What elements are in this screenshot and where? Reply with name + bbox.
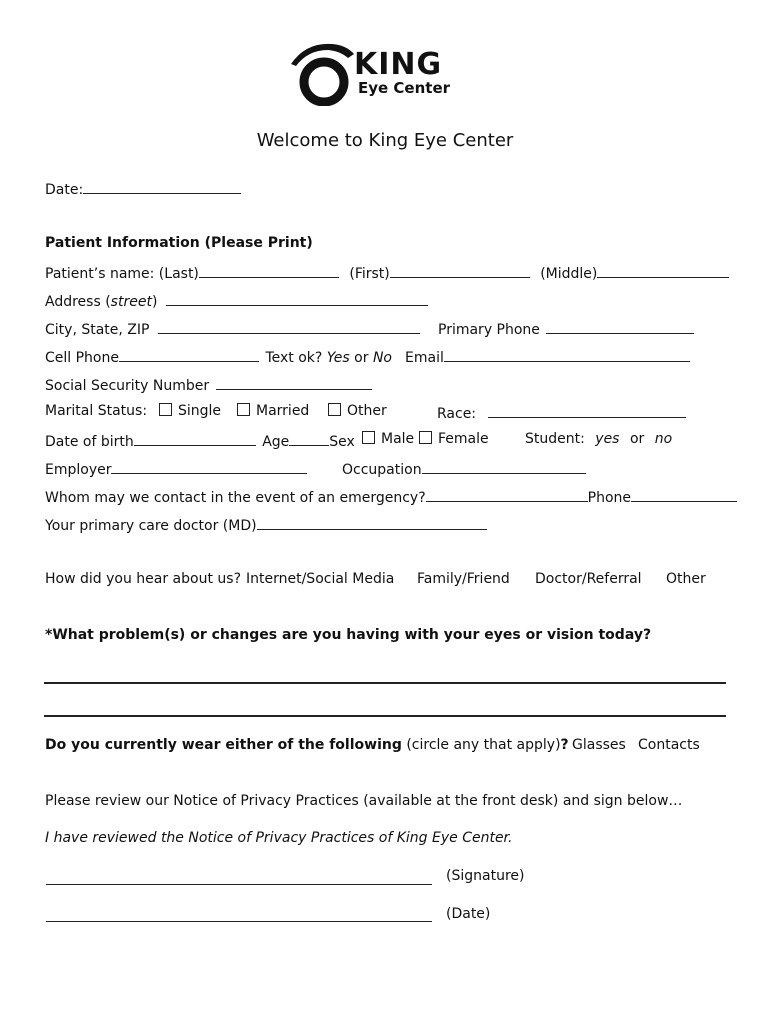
single-checkbox[interactable] — [159, 403, 172, 416]
email-row — [405, 347, 690, 366]
privacy-statement: I have reviewed the Notice of Privacy Practices of King Eye Center. — [45, 830, 513, 846]
marital-married[interactable] — [237, 403, 309, 419]
female-checkbox[interactable] — [419, 431, 432, 444]
wear-question-paren: (circle any that apply) — [406, 737, 561, 753]
primary-phone-row — [438, 319, 694, 338]
race-label: Race: — [437, 406, 477, 422]
occupation-field[interactable] — [422, 459, 586, 474]
student-row — [525, 431, 672, 447]
text-ok-no[interactable]: No — [372, 350, 392, 366]
sex-male[interactable] — [362, 431, 414, 447]
emergency-phone-label: Phone — [587, 490, 632, 506]
logo-subtitle: Eye Center — [358, 79, 451, 97]
last-name-label: Patient’s name: (Last) — [45, 266, 199, 282]
marital-single[interactable] — [159, 403, 221, 419]
logo — [288, 40, 458, 106]
problem-answer-line-1[interactable] — [44, 682, 726, 684]
doctor-field[interactable] — [257, 515, 487, 530]
logo-word: KING — [354, 47, 443, 82]
doctor-label: Your primary care doctor (MD) — [45, 518, 257, 534]
occupation-row — [342, 459, 586, 478]
emergency-phone-field[interactable] — [631, 487, 737, 502]
race-row — [437, 403, 686, 422]
single-label: Single — [178, 403, 222, 419]
date-field[interactable] — [83, 179, 241, 194]
address-row — [45, 291, 428, 310]
cell-phone-label: Cell Phone — [45, 350, 119, 366]
emergency-contact-field[interactable] — [426, 487, 588, 502]
wear-question-mark: ? — [560, 737, 569, 753]
text-ok-label: Text ok? — [265, 350, 323, 366]
wear-question — [45, 737, 569, 753]
wear-option-contacts[interactable]: Contacts — [638, 737, 700, 753]
employer-field[interactable] — [111, 459, 307, 474]
wear-option-glasses[interactable]: Glasses — [572, 737, 626, 753]
sex-female[interactable] — [419, 431, 489, 447]
student-label: Student: — [525, 431, 585, 447]
last-name-field[interactable] — [199, 263, 339, 278]
ssn-field[interactable] — [216, 375, 372, 390]
primary-phone-field[interactable] — [546, 319, 694, 334]
hear-about-question: How did you hear about us? — [45, 571, 241, 587]
privacy-notice: Please review our Notice of Privacy Practices (available at the front desk) and sign below… — [45, 793, 683, 809]
dob-field[interactable] — [134, 431, 256, 446]
dob-label: Date of birth — [45, 434, 134, 450]
email-label: Email — [405, 350, 444, 366]
address-label-close: ) — [151, 294, 158, 310]
city-row — [45, 319, 420, 338]
age-label: Age — [262, 434, 290, 450]
male-label: Male — [381, 431, 415, 447]
female-label: Female — [438, 431, 489, 447]
wear-question-bold: Do you currently wear either of the following — [45, 737, 402, 753]
address-field[interactable] — [166, 291, 428, 306]
page-title: Welcome to King Eye Center — [256, 130, 514, 151]
first-name-field[interactable] — [390, 263, 530, 278]
problem-answer-line-2[interactable] — [44, 715, 726, 717]
eye-logo-icon — [288, 40, 358, 106]
name-row — [45, 263, 729, 282]
dob-row — [45, 431, 355, 450]
ssn-label: Social Security Number — [45, 378, 210, 394]
problem-question: *What problem(s) or changes are you having with your eyes or vision today? — [45, 627, 652, 643]
marital-status-row — [45, 403, 147, 419]
date-row — [45, 179, 241, 198]
occupation-label: Occupation — [342, 462, 422, 478]
employer-label: Employer — [45, 462, 112, 478]
section-heading: Patient Information (Please Print) — [45, 235, 313, 251]
middle-name-field[interactable] — [597, 263, 729, 278]
marital-other[interactable] — [328, 403, 387, 419]
sex-label: Sex — [329, 434, 355, 450]
sign-date-label: (Date) — [446, 906, 491, 922]
race-field[interactable] — [488, 403, 686, 418]
other-label: Other — [347, 403, 387, 419]
hear-option-internet[interactable]: Internet/Social Media — [246, 571, 395, 587]
city-state-zip-label: City, State, ZIP — [45, 322, 150, 338]
cell-phone-row — [45, 347, 392, 366]
sign-date-field[interactable] — [46, 921, 432, 922]
marital-status-label: Marital Status: — [45, 403, 148, 419]
student-yes[interactable]: yes — [595, 431, 620, 447]
text-ok-yes[interactable]: Yes — [326, 350, 350, 366]
other-checkbox[interactable] — [328, 403, 341, 416]
student-no[interactable]: no — [654, 431, 673, 447]
primary-phone-label: Primary Phone — [438, 322, 540, 338]
signature-field[interactable] — [46, 884, 432, 885]
doctor-row — [45, 515, 487, 534]
email-field[interactable] — [444, 347, 690, 362]
hear-option-family[interactable]: Family/Friend — [417, 571, 510, 587]
date-label: Date: — [45, 182, 84, 198]
text-ok-or: or — [354, 350, 369, 366]
male-checkbox[interactable] — [362, 431, 375, 444]
employer-row — [45, 459, 307, 478]
emergency-row — [45, 487, 737, 506]
ssn-row — [45, 375, 372, 394]
signature-label: (Signature) — [446, 868, 525, 884]
age-field[interactable] — [289, 431, 329, 446]
student-or: or — [629, 431, 645, 447]
first-name-label: (First) — [349, 266, 390, 282]
married-checkbox[interactable] — [237, 403, 250, 416]
hear-option-other[interactable]: Other — [666, 571, 706, 587]
cell-phone-field[interactable] — [119, 347, 259, 362]
emergency-label: Whom may we contact in the event of an emergency? — [45, 490, 426, 506]
city-state-zip-field[interactable] — [158, 319, 420, 334]
middle-name-label: (Middle) — [540, 266, 598, 282]
address-label: Address ( — [45, 294, 111, 310]
address-street-label: street — [110, 294, 152, 310]
married-label: Married — [256, 403, 310, 419]
hear-option-doctor[interactable]: Doctor/Referral — [535, 571, 642, 587]
